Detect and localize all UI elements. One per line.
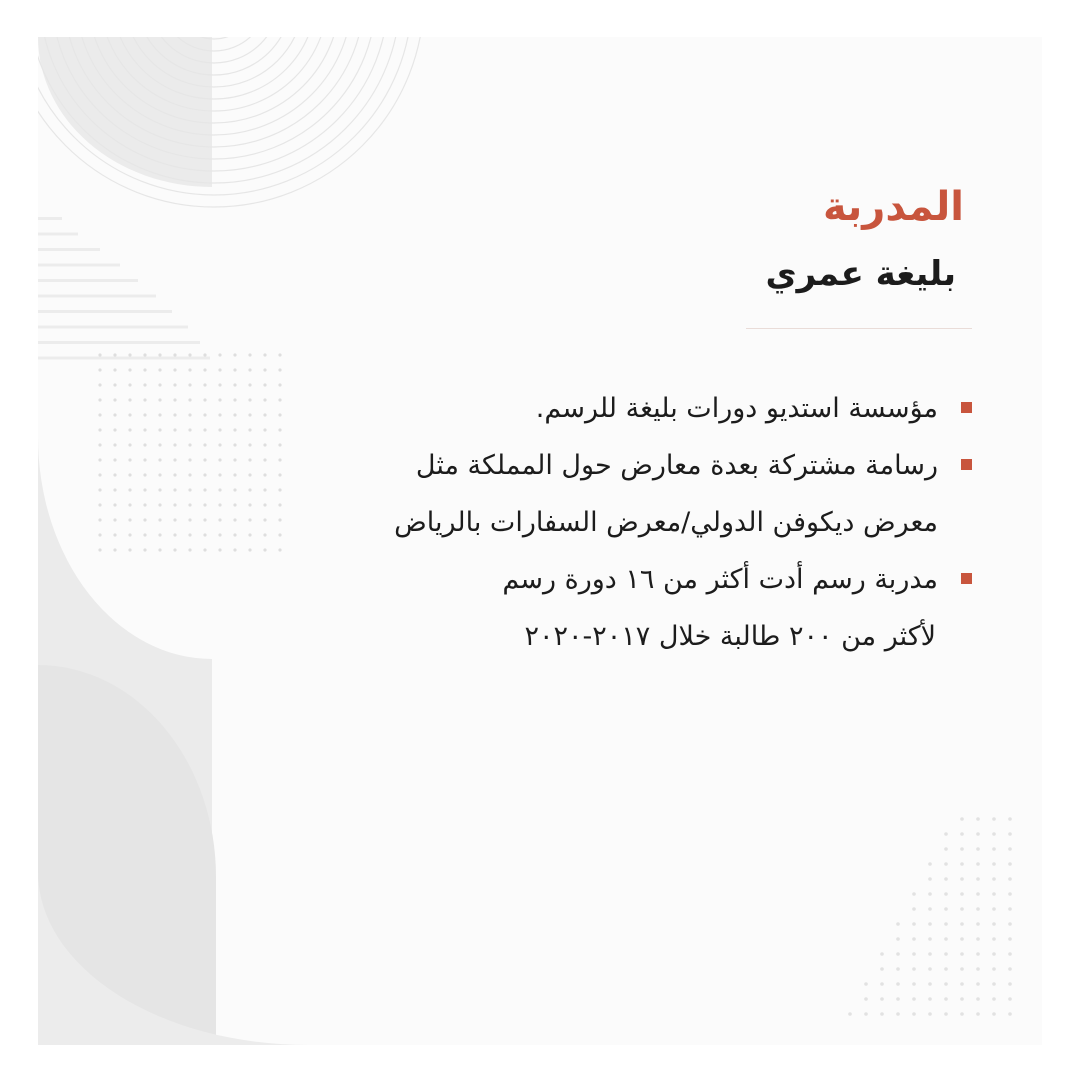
bio-item <box>394 551 972 665</box>
bio-line: رسامة مشتركة بعدة معارض حول المملكة مثل <box>415 450 938 481</box>
divider-line <box>746 328 972 329</box>
card <box>38 37 1042 1045</box>
bio-list <box>394 380 972 665</box>
bio-line: مؤسسة استديو دورات بليغة للرسم. <box>535 393 938 424</box>
bio-line: لأكثر من ٢٠٠ طالبة خلال ٢٠١٧-٢٠٢٠ <box>524 621 936 652</box>
square-bullet-icon <box>961 459 972 470</box>
bio-line: مدربة رسم أدت أكثر من ١٦ دورة رسم <box>502 564 938 595</box>
content-area <box>38 37 1042 1045</box>
bio-line: معرض ديكوفن الدولي/معرض السفارات بالرياض <box>394 507 938 538</box>
square-bullet-icon <box>961 402 972 413</box>
bio-item <box>394 437 972 551</box>
square-bullet-icon <box>961 573 972 584</box>
trainer-name: بليغة عمري <box>765 254 956 294</box>
bio-item <box>394 380 972 437</box>
trainer-heading: المدربة <box>823 184 964 230</box>
